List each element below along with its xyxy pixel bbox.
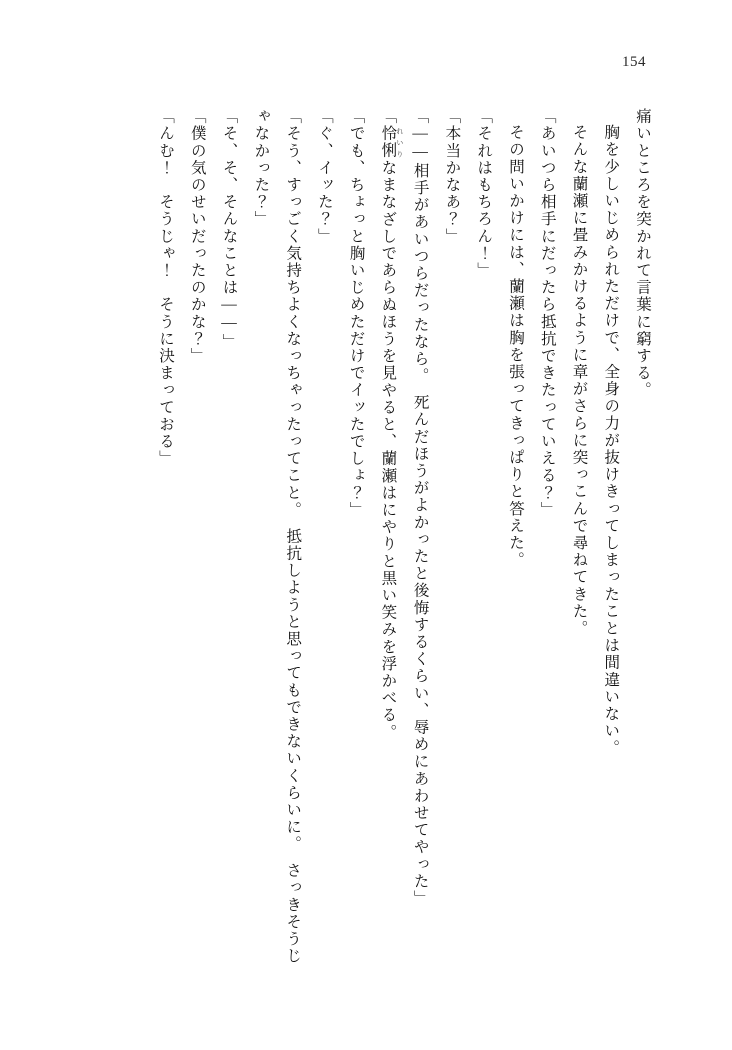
dialogue-line: 「僕の気のせいだったのかな？」	[188, 108, 206, 365]
dialogue-line: 「本当かなあ？」	[443, 108, 461, 245]
paragraph: 胸を少しいじめられただけで、全身の力が抜けきってしまったことは間違いない。	[602, 123, 620, 757]
dialogue-line: 「それはもちろん！」	[475, 108, 493, 279]
dialogue-line: 「んむ！ そうじゃ！ そうに決まっておる」	[157, 108, 175, 468]
dialogue-line: 「でも、ちょっと胸いじめただけでイッたでしょ？」	[347, 108, 365, 519]
dialogue-line: 「あいつら相手にだったら抵抗できたっていえる？」	[538, 108, 556, 519]
paragraph-with-ruby: 「怜悧 れいりなまなざしであらぬほうを見やると、蘭瀬はにやりと黒い笑みを浮かべる。	[379, 108, 404, 741]
dialogue-line: 「――相手があいつらだったなら。 死んだほうがよかったと後悔するくらい、辱めにあわせてやった」	[411, 108, 429, 907]
dialogue-line: 「ぐ、イッた？」	[315, 108, 333, 245]
ruby-reading: れいり	[395, 125, 404, 160]
paragraph: その問いかけには、蘭瀬は胸を張ってきっぱりと答えた。	[506, 123, 524, 569]
vertical-text-body	[86, 108, 658, 968]
paragraph: 痛いところを突かれて言葉に窮する。	[634, 108, 651, 399]
page-number: 154	[622, 54, 646, 70]
dialogue-line: 「そう、すっごく気持ちよくなっちゃったってこと。 抵抗しようと思ってもできないくらいに。 さっきそうじゃなかった？」	[252, 108, 302, 965]
paragraph: そんな蘭瀬に畳みかけるように章がさらに突っこんで尋ねてきた。	[570, 123, 588, 637]
dialogue-line: 「そ、そ、そんなことは――」	[220, 108, 238, 351]
ruby-annotation: 怜悧 れいり	[379, 125, 404, 160]
